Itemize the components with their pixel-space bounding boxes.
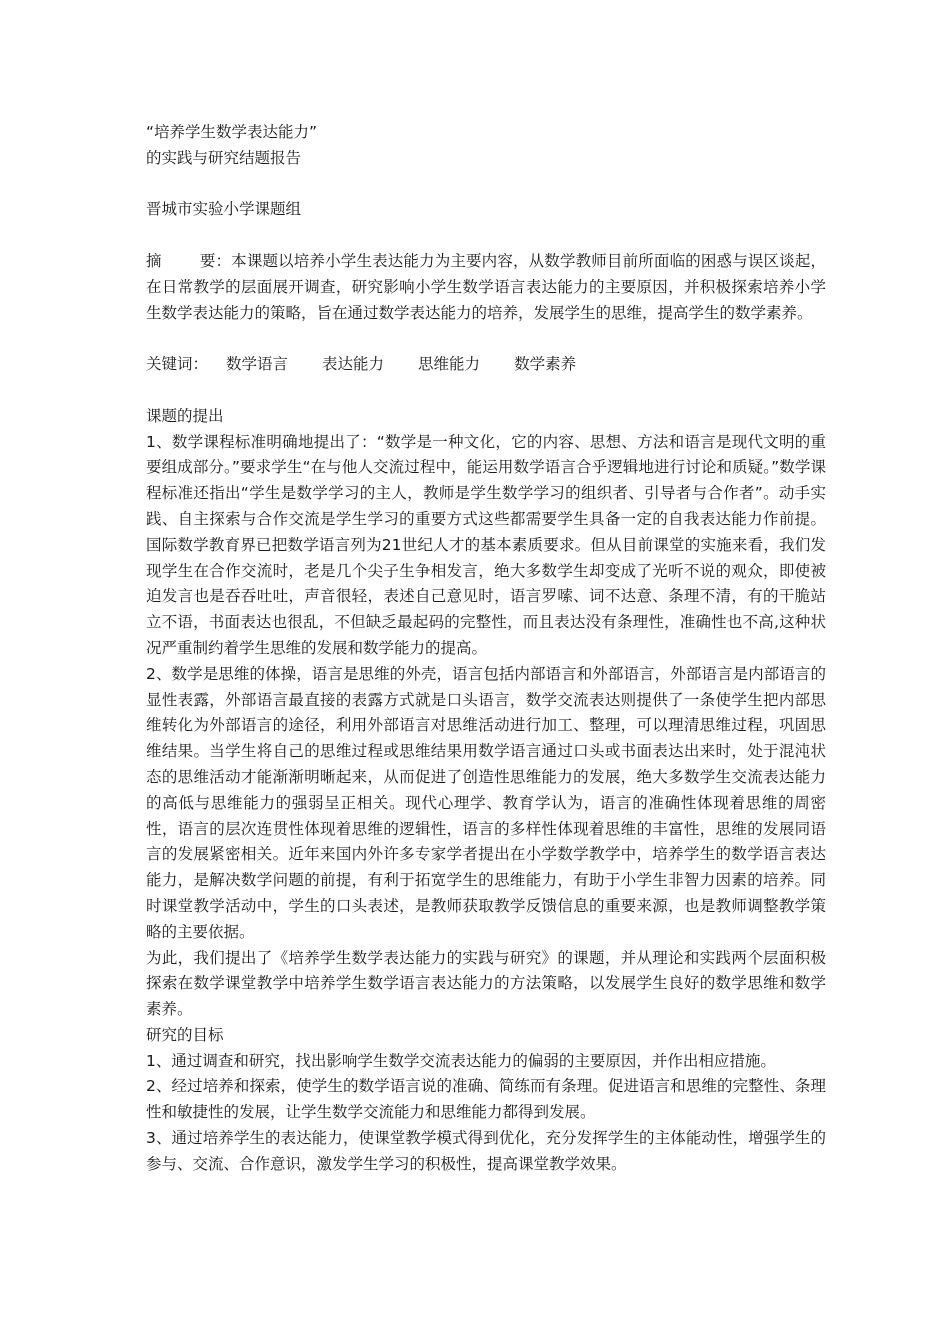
title-line-2: 的实践与研究结题报告 bbox=[146, 148, 302, 167]
abstract-label-a: 摘 bbox=[146, 251, 162, 270]
body-paragraph: 2、数学是思维的体操，语言是思维的外壳，语言包括内部语言和外部语言，外部语言是内部语言的显性表露，外部语言最直接的表露方式就是口头语言，数学交流表达则提供了一条使学生把内部思维转化为外部语言的途径，利用外部语言对思维活动进行加工、整理，可以理清思维过程，巩固思维结果。当学生将自己的思维过程或思维结果用数学语言通过口头或书面表达出来时，处于混沌状态的思维活动才能渐渐明晰起来，从而促进了创造性思维能力的发展，绝大多数学生交流表达能力的高低与思维能力的强弱呈正相关。现代心理学、教育学认为，语言的准确性体现着思维的周密性，语言的层次连贯性体现着思维的逻辑性，语言的多样性体现着思维的丰富性，思维的发展同语言的发展紧密相关。近年来国内外许多专家学者提出在小学数学教学中，培养学生的数学语言表达能力，是解决数学问题的前提，有利于拓宽学生的思维能力，有助于小学生非智力因素的培养。同时课堂教学活动中，学生的口头表述，是教师获取教学反馈信息的重要来源，也是教师调整教学策略的主要依据。 bbox=[146, 664, 826, 941]
keyword-item: 思维能力 bbox=[418, 355, 481, 374]
list-item: 2、经过培养和探索，使学生的数学语言说的准确、简练而有条理。促进语言和思维的完整性、条理性和敏捷性的发展，让学生数学交流能力和思维能力都得到发展。 bbox=[146, 1077, 826, 1122]
abstract-label-b: 要： bbox=[199, 251, 232, 270]
document-page bbox=[146, 120, 826, 1178]
keyword-item: 数学语言 bbox=[226, 355, 289, 374]
keyword-item: 数学素养 bbox=[514, 355, 577, 374]
keywords-row bbox=[146, 352, 826, 378]
list-item: 1、通过调查和研究，找出影响学生数学交流表达能力的偏弱的主要原因，并作出相应措施。 bbox=[146, 1051, 776, 1070]
section-heading: 课题的提出 bbox=[146, 406, 224, 425]
body-paragraph: 为此，我们提出了《培养学生数学表达能力的实践与研究》的课题，并从理论和实践两个层面积极探索在数学课堂教学中培养学生数学语言表达能力的方法策略，以发展学生良好的数学思维和数学素养。 bbox=[146, 948, 826, 1019]
body-paragraph: 1、数学课程标准明确地提出了：“数学是一种文化，它的内容、思想、方法和语言是现代文明的重要组成部分。”要求学生“在与他人交流过程中，能运用数学语言合乎逻辑地进行讨论和质疑。”数学课程标准还指出“学生是数学学习的主人，教师是学生数学学习的组织者、引导者与合作者”。动手实践、自主探索与合作交流是学生学习的重要方式这些都需要学生具备一定的自我表达能力作前提。国际数学教育界已把数学语言列为21世纪人才的基本素质要求。但从目前课堂的实施来看，我们发现学生在合作交流时，老是几个尖子生争相发言，绝大多数学生却变成了光听不说的观众，即使被迫发言也是吞吞吐吐，声音很轻，表述自己意见时，语言罗嗦、词不达意、条理不清，有的干脆站立不语，书面表达也很乱，不但缺乏最起码的完整性，而且表达没有条理性，准确性也不高,这种状况严重制约着学生思维的发展和数学能力的提高。 bbox=[146, 432, 826, 657]
section-heading: 研究的目标 bbox=[146, 1025, 224, 1044]
keyword-item: 表达能力 bbox=[322, 355, 385, 374]
list-item: 3、通过培养学生的表达能力，使课堂教学模式得到优化，充分发挥学生的主体能动性，增强学生的参与、交流、合作意识，激发学生学习的积极性，提高课堂教学效果。 bbox=[146, 1129, 826, 1173]
spacer bbox=[146, 172, 826, 198]
abstract-paragraph bbox=[146, 249, 826, 326]
spacer bbox=[146, 326, 826, 352]
author-line: 晋城市实验小学课题组 bbox=[146, 200, 302, 219]
abstract-text: 本课题以培养小学生表达能力为主要内容，从数学教师目前所面临的困惑与误区谈起，在日常教学的层面展开调查，研究影响小学生数学语言表达能力的主要原因，并积极探索培养小学生数学表达能力的策略，旨在通过数学表达能力的培养，发展学生的思维，提高学生的数学素养。 bbox=[146, 251, 826, 322]
spacer bbox=[146, 378, 826, 404]
spacer bbox=[146, 223, 826, 249]
title-line-1: “培养学生数学表达能力” bbox=[146, 123, 318, 141]
keywords-label: 关键词： bbox=[146, 355, 209, 374]
